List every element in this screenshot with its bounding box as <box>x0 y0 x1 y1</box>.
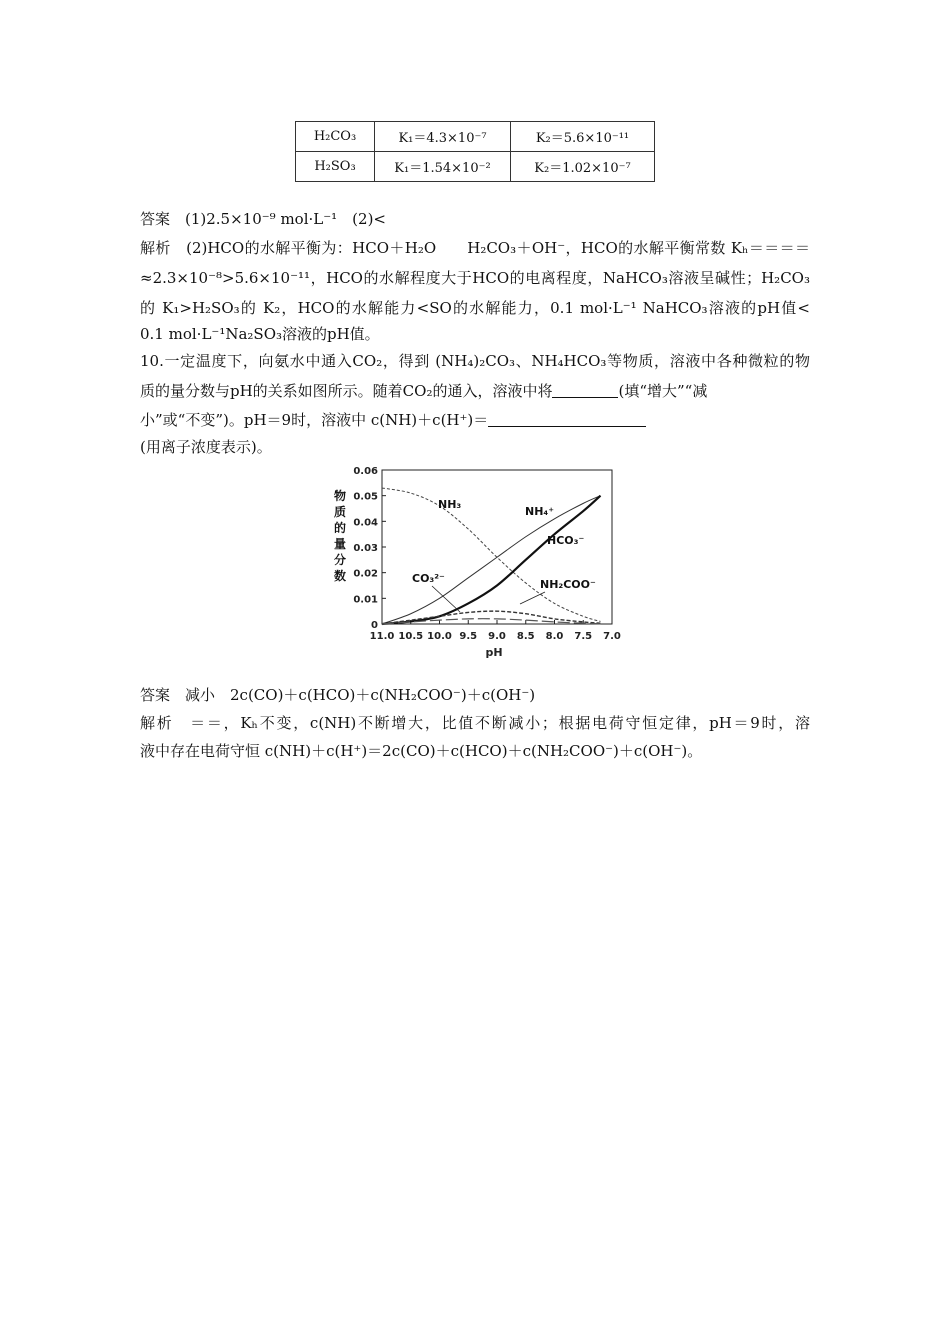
answer-blank[interactable] <box>552 381 618 398</box>
analysis-9-line: ≈2.3×10⁻⁸>5.6×10⁻¹¹，HCO的水解程度大于HCO的电离程度，NaHCO₃溶液呈碱性；H₂CO₃ <box>140 269 810 287</box>
k2-cell: K₂＝1.02×10⁻⁷ <box>511 152 655 182</box>
series-label: NH₃ <box>438 498 462 511</box>
question-10-line: (用离子浓度表示)。 <box>140 438 272 456</box>
question-10-line <box>140 408 810 432</box>
y-tick-label: 0 <box>371 620 378 631</box>
series-line <box>382 496 601 624</box>
x-tick-label: 7.5 <box>574 631 593 642</box>
question-text: 质的量分数与pH的关系如图所示。随着CO₂的通入，溶液中将 <box>140 382 553 400</box>
k1-cell: K₁＝1.54×10⁻² <box>375 152 511 182</box>
series-label: NH₂COO⁻ <box>540 578 596 591</box>
analysis-9-line: 的 K₁>H₂SO₃的 K₂，HCO的水解能力<SO的水解能力，0.1 mol·L⁻¹ NaHCO₃溶液的pH值< <box>140 299 810 317</box>
question-text: 小”或“不变”)。pH＝9时，溶液中 c(NH)＋c(H⁺)＝ <box>140 411 489 429</box>
label-leader <box>520 592 545 604</box>
question-text: (填“增大”“减 <box>618 382 708 400</box>
species-fraction-chart <box>330 460 630 675</box>
analysis-9-line: 0.1 mol·L⁻¹Na₂SO₃溶液的pH值。 <box>140 325 380 343</box>
acid-cell: H₂CO₃ <box>296 122 375 152</box>
ionization-constant-table <box>295 121 655 182</box>
analysis-9-line: 解析 (2)HCO的水解平衡为：HCO＋H₂O H₂CO₃＋OH⁻，HCO的水解平衡常数 Kₕ＝＝＝＝ <box>140 239 810 257</box>
k1-cell: K₁＝4.3×10⁻⁷ <box>375 122 511 152</box>
y-tick-label: 0.05 <box>353 491 378 503</box>
series-line <box>382 496 601 624</box>
y-tick-label: 0.01 <box>353 594 378 606</box>
x-tick-label: 10.0 <box>427 631 452 642</box>
series-label: CO₃²⁻ <box>412 572 445 585</box>
y-tick-label: 0.04 <box>353 517 378 529</box>
answer-blank[interactable] <box>488 410 646 427</box>
analysis-10-line: 液中存在电荷守恒 c(NH)＋c(H⁺)＝2c(CO)＋c(HCO)＋c(NH₂COO⁻)＋c(OH⁻)。 <box>140 742 703 760</box>
table-row <box>296 122 655 152</box>
x-tick-label: 10.5 <box>398 631 424 642</box>
plot-frame <box>382 470 612 624</box>
x-axis-label: pH <box>485 646 503 659</box>
question-10-line: 10.一定温度下，向氨水中通入CO₂，得到 (NH₄)₂CO₃、NH₄HCO₃等物质，溶液中各种微粒的物 <box>140 352 810 370</box>
answer-9: 答案 (1)2.5×10⁻⁹ mol·L⁻¹ (2)< <box>140 210 386 228</box>
y-tick-label: 0.03 <box>353 543 378 554</box>
label-leader <box>432 586 460 612</box>
y-axis-label: 物质的量分数 <box>334 489 347 583</box>
x-tick-label: 9.5 <box>459 631 478 642</box>
series-line <box>382 488 601 621</box>
x-tick-label: 7.0 <box>603 631 621 642</box>
x-tick-label: 9.0 <box>488 631 506 642</box>
x-tick-label: 8.5 <box>516 631 535 642</box>
k2-cell: K₂＝5.6×10⁻¹¹ <box>511 122 655 152</box>
series-label: NH₄⁺ <box>525 505 555 518</box>
question-10-line <box>140 379 810 403</box>
y-tick-label: 0.06 <box>353 466 378 477</box>
series-label: HCO₃⁻ <box>547 534 585 547</box>
x-tick-label: 8.0 <box>545 631 564 642</box>
x-tick-label: 11.0 <box>369 631 395 642</box>
acid-cell: H₂SO₃ <box>296 152 375 182</box>
table-row <box>296 152 655 182</box>
y-tick-label: 0.02 <box>353 568 378 580</box>
answer-10: 答案 减小 2c(CO)＋c(HCO)＋c(NH₂COO⁻)＋c(OH⁻) <box>140 686 536 704</box>
analysis-10-line: 解析 ＝＝，Kₕ不变，c(NH)不断增大，比值不断减小；根据电荷守恒定律，pH＝9时，溶 <box>140 714 810 732</box>
